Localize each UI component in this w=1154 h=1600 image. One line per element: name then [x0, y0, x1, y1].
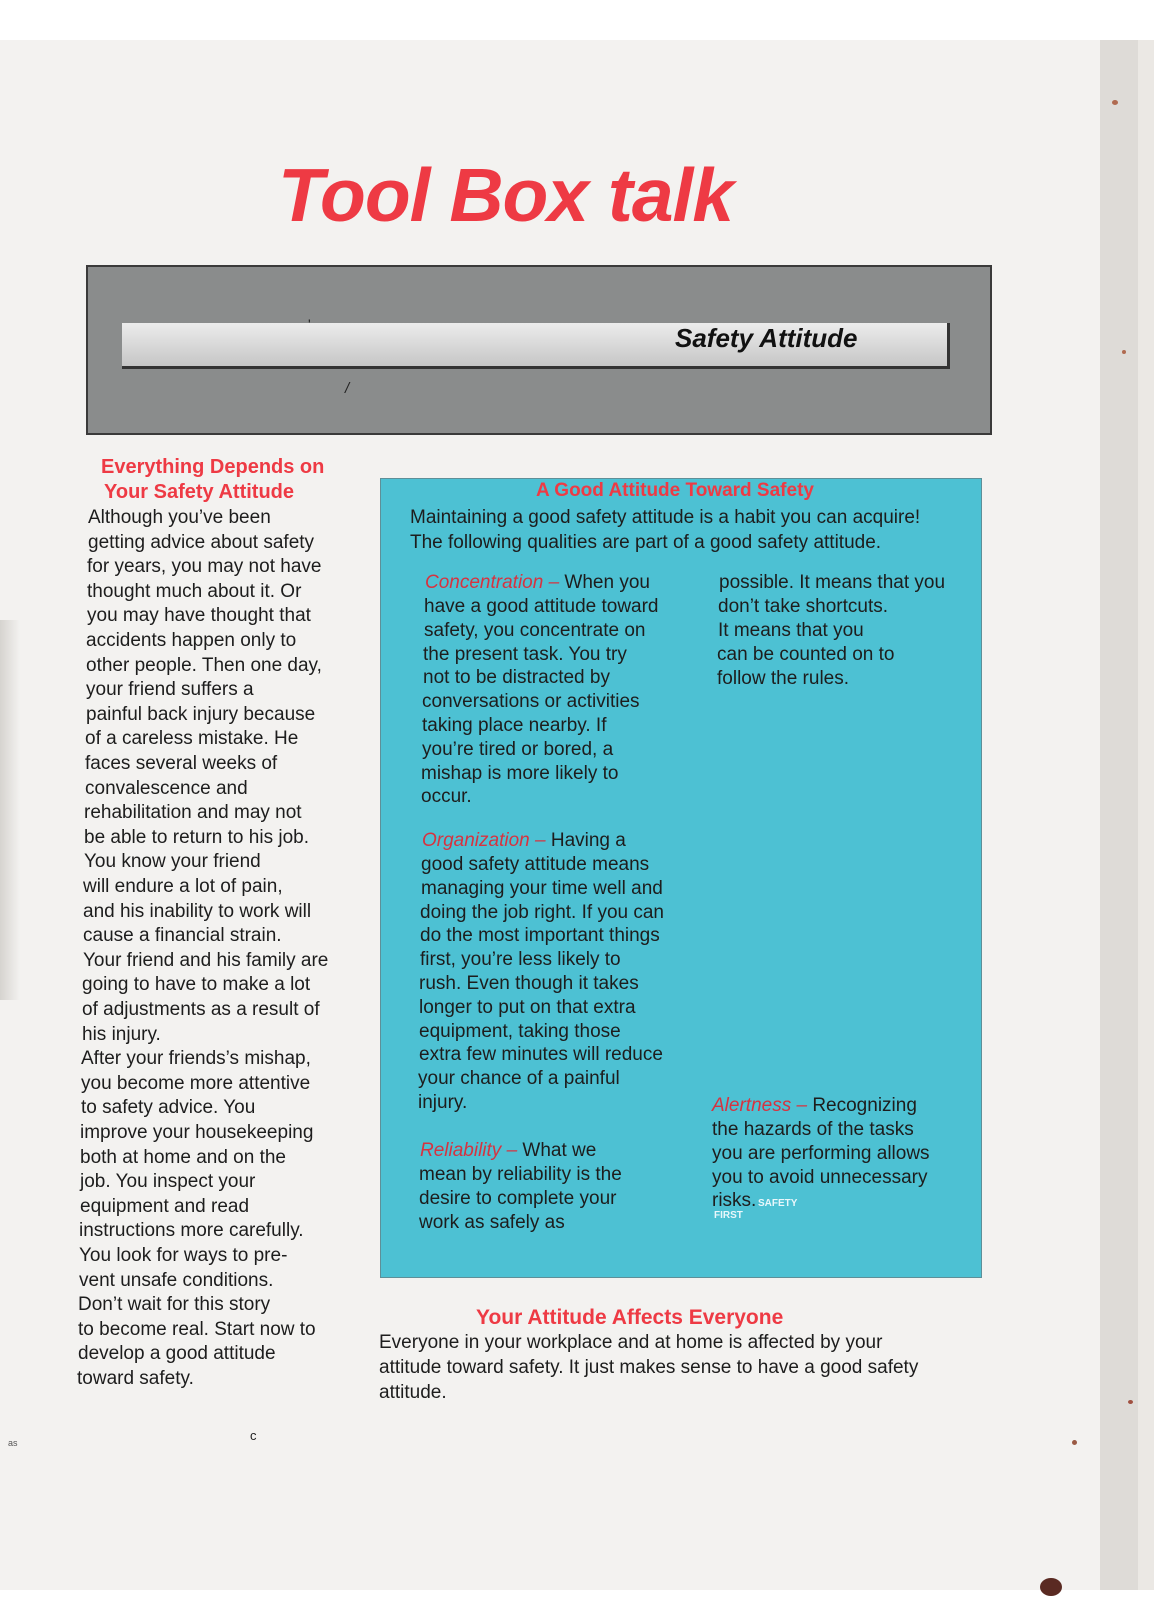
reliability-continued-line: don’t take shortcuts. — [718, 596, 889, 617]
organization-line: doing the job right. If you can — [420, 901, 664, 923]
alertness-line: the hazards of the tasks — [712, 1119, 914, 1140]
reliability-continued-line: possible. It means that you — [719, 572, 946, 593]
left-column-line: your friend suffers a — [86, 679, 254, 701]
alertness-line: you to avoid unnecessary — [712, 1166, 928, 1188]
speck — [1122, 350, 1126, 354]
alertness-first-line — [712, 1094, 917, 1119]
reliability-line: desire to complete your — [419, 1187, 617, 1209]
left-column-line: cause a financial strain. — [83, 925, 282, 947]
left-column-line: thought much about it. Or — [87, 580, 302, 602]
box-intro-line-2: The following qualities are part of a good safety attitude. — [410, 532, 882, 553]
left-column-line: You know your friend — [84, 851, 261, 873]
organization-line: your chance of a painful — [418, 1068, 620, 1090]
organization-line: injury. — [418, 1092, 468, 1113]
box-intro-line-1: Maintaining a good safety attitude is a habit you can acquire! — [410, 507, 921, 528]
organization-line: managing your time well and — [421, 877, 663, 899]
left-column-line: job. You inspect your — [80, 1171, 256, 1193]
topic-label: Safety Attitude — [675, 323, 858, 353]
organization-keyword: Organization – — [422, 830, 546, 851]
reliability-line: mean by reliability is the — [419, 1164, 622, 1185]
concentration-line: mishap is more likely to — [421, 762, 619, 784]
speck — [1112, 100, 1118, 105]
alertness-first-text: Recognizing — [807, 1095, 917, 1116]
left-column-line: to become real. Start now to — [78, 1318, 316, 1340]
left-column-line: of adjustments as a result of — [82, 999, 320, 1020]
left-column-line: be able to return to his job. — [84, 826, 309, 848]
bottom-line: attitude toward safety. It just makes sense to have a good safety — [379, 1356, 919, 1378]
fold-crease — [0, 620, 20, 1000]
concentration-line: safety, you concentrate on — [424, 619, 646, 641]
left-column-line: will endure a lot of pain, — [83, 876, 283, 897]
concentration-first-line — [425, 571, 650, 596]
reliability-continued-line: It means that you — [718, 620, 864, 641]
banner-slash-mark: / — [345, 380, 350, 397]
concentration-first-text: When you — [559, 572, 650, 593]
left-column-line: instructions more carefully. — [79, 1220, 304, 1242]
left-column-line: Although you’ve been — [88, 507, 271, 528]
left-column-line: vent unsafe conditions. — [79, 1269, 274, 1291]
organization-line: longer to put on that extra — [419, 996, 636, 1018]
bottom-line: attitude. — [379, 1381, 447, 1403]
left-column-line: his injury. — [82, 1023, 161, 1045]
stray-mark-c: c — [250, 1428, 257, 1443]
left-column-line: faces several weeks of — [85, 753, 278, 774]
concentration-line: have a good attitude toward — [424, 596, 659, 617]
organization-first-text: Having a — [545, 830, 626, 851]
left-column-line: for years, you may not have — [87, 556, 322, 578]
reliability-first-text: What we — [517, 1140, 597, 1161]
left-column-line: you become more attentive — [81, 1072, 311, 1094]
alertness-keyword: Alertness – — [712, 1095, 808, 1116]
left-column-line: and his inability to work will — [83, 900, 312, 922]
left-column-line: You look for ways to pre- — [79, 1245, 288, 1266]
safety-logo-text-1: SAFETY — [758, 1198, 798, 1209]
reliability-continued-line: follow the rules. — [717, 668, 850, 689]
bottom-line: Everyone in your workplace and at home is affected by your — [379, 1332, 883, 1353]
left-heading-line-1: Everything Depends on — [101, 456, 325, 478]
alertness-line: risks. — [712, 1190, 757, 1212]
banner-tick-mark: ' — [308, 316, 311, 332]
left-column-line: getting advice about safety — [88, 531, 315, 553]
reliability-keyword: Reliability – — [420, 1140, 518, 1161]
left-column-line: toward safety. — [77, 1368, 194, 1389]
organization-line: equipment, taking those — [419, 1020, 621, 1042]
concentration-line: conversations or activities — [422, 691, 640, 713]
page-edge-highlight — [1138, 40, 1154, 1590]
reliability-first-line — [420, 1139, 596, 1164]
reliability-continued-line: can be counted on to — [717, 644, 895, 665]
left-column-line: Don’t wait for this story — [78, 1294, 271, 1316]
box-heading: A Good Attitude Toward Safety — [536, 480, 814, 501]
left-column-line: other people. Then one day, — [86, 654, 322, 676]
left-column-line: rehabilitation and may not — [84, 802, 302, 824]
left-column-line: Your friend and his family are — [83, 949, 329, 971]
concentration-line: not to be distracted by — [423, 667, 610, 689]
organization-first-line — [422, 829, 626, 854]
speck — [1072, 1440, 1077, 1445]
left-column-line: equipment and read — [80, 1195, 250, 1217]
left-column-line: painful back injury because — [86, 703, 316, 725]
left-column-line: develop a good attitude — [78, 1343, 276, 1365]
left-column-line: to safety advice. You — [81, 1097, 256, 1119]
concentration-line: occur. — [421, 786, 472, 808]
left-column-line: both at home and on the — [80, 1146, 286, 1168]
organization-line: good safety attitude means — [421, 854, 650, 875]
reliability-line: work as safely as — [419, 1211, 565, 1233]
concentration-line: taking place nearby. If — [422, 715, 607, 736]
organization-line: extra few minutes will reduce — [419, 1044, 663, 1066]
concentration-line: the present task. You try — [423, 643, 627, 665]
left-column-line: convalescence and — [85, 777, 248, 799]
organization-line: do the most important things — [420, 925, 660, 947]
concentration-line: you’re tired or bored, a — [422, 738, 614, 760]
left-heading-line-2: Your Safety Attitude — [104, 481, 295, 503]
alertness-line: you are performing allows — [712, 1142, 930, 1164]
page-title: Tool Box talk — [278, 153, 734, 237]
left-column-line: going to have to make a lot — [82, 974, 311, 996]
concentration-keyword: Concentration – — [425, 572, 560, 593]
speck — [1128, 1400, 1133, 1404]
organization-line: first, you’re less likely to — [420, 949, 621, 971]
organization-line: rush. Even though it takes — [419, 973, 639, 994]
left-column-line: of a careless mistake. He — [85, 728, 299, 750]
safety-logo-text-2: FIRST — [714, 1210, 743, 1221]
left-column-line: After your friends’s mishap, — [81, 1048, 311, 1070]
stray-mark-edge: as — [8, 1438, 18, 1448]
left-column-line: improve your housekeeping — [80, 1122, 314, 1143]
left-column-line: accidents happen only to — [86, 630, 297, 651]
ink-stain — [1040, 1578, 1062, 1596]
bottom-heading: Your Attitude Affects Everyone — [476, 1306, 784, 1329]
left-column-line: you may have thought that — [87, 605, 311, 627]
